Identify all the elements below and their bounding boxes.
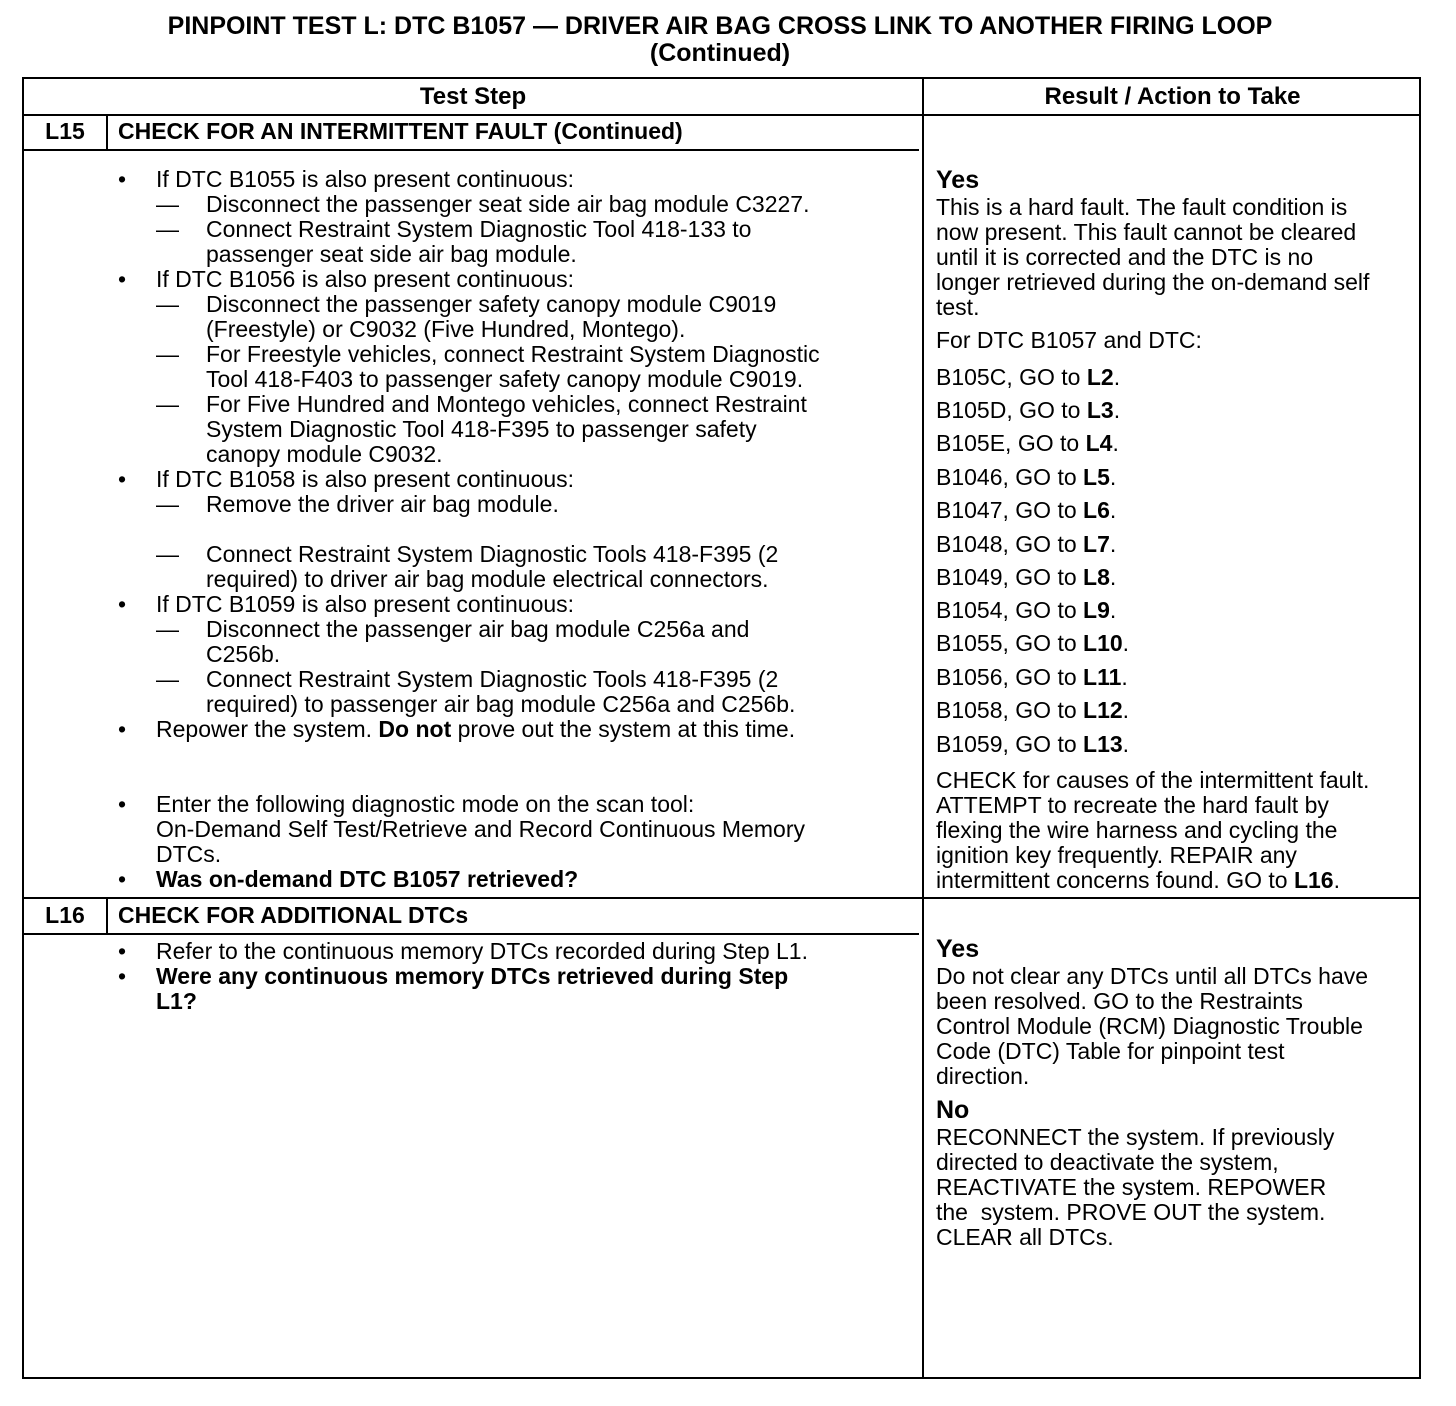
goto-step-link[interactable]: L11	[1083, 664, 1122, 690]
goto-code: B1047, GO to	[936, 497, 1084, 523]
dash: —	[156, 666, 179, 692]
instruction-line: For Freestyle vehicles, connect Restraint System Diagnostic	[206, 341, 820, 367]
step-title-l15: CHECK FOR AN INTERMITTENT FAULT (Continued)	[118, 118, 683, 144]
goto-row: B105C, GO to L2.	[936, 364, 1121, 390]
bullet: •	[118, 266, 127, 292]
title-line-1: PINPOINT TEST L: DTC B1057 — DRIVER AIR BAG CROSS LINK TO ANOTHER FIRING LOOP	[167, 12, 1273, 40]
instruction-line: Disconnect the passenger seat side air bag module C3227.	[206, 191, 810, 217]
goto-code: B1055, GO to	[936, 630, 1084, 656]
goto-row: B1055, GO to L10.	[936, 630, 1130, 656]
result-line: REACTIVATE the system. REPOWER	[936, 1174, 1327, 1200]
dash: —	[156, 291, 179, 317]
result-line: directed to deactivate the system,	[936, 1149, 1279, 1175]
bullet: •	[118, 591, 127, 617]
result-yes-heading: Yes	[936, 166, 980, 194]
step-number-l16: L16	[45, 902, 85, 928]
instruction-line: Connect Restraint System Diagnostic Tools 418-F395 (2	[206, 541, 779, 567]
instruction-line: canopy module C9032.	[206, 441, 443, 467]
step-title-l16: CHECK FOR ADDITIONAL DTCs	[118, 902, 469, 928]
repower-text-end: prove out the system at this time.	[451, 716, 796, 742]
instruction-line: If DTC B1055 is also present continuous:	[156, 166, 575, 192]
goto-row: B1056, GO to L11.	[936, 664, 1128, 690]
goto-code: B105E, GO to	[936, 430, 1086, 456]
goto-step-link[interactable]: L7	[1083, 531, 1110, 557]
result-no-heading: No	[936, 1096, 970, 1124]
instruction-line: Connect Restraint System Diagnostic Tool 418-133 to	[206, 216, 752, 242]
instruction-line: Disconnect the passenger safety canopy module C9019	[206, 291, 777, 317]
goto-step-link[interactable]: L6	[1083, 497, 1110, 523]
result-line: ignition key frequently. REPAIR any	[936, 842, 1297, 868]
goto-step-link[interactable]: L8	[1083, 564, 1110, 590]
bullet: •	[118, 716, 127, 742]
result-line: RECONNECT the system. If previously	[936, 1124, 1335, 1150]
bullet: •	[118, 166, 127, 192]
instruction-line: If DTC B1059 is also present continuous:	[156, 591, 575, 617]
goto-row: B1048, GO to L7.	[936, 531, 1117, 557]
instruction-line: required) to passenger air bag module C256a and C256b.	[206, 691, 796, 717]
dash: —	[156, 491, 179, 517]
goto-step-link[interactable]: L9	[1083, 597, 1110, 623]
column-divider	[922, 79, 924, 1377]
result-line: ATTEMPT to recreate the hard fault by	[936, 792, 1329, 818]
dash: —	[156, 616, 179, 642]
goto-step-link[interactable]: L10	[1083, 630, 1123, 656]
result-line: flexing the wire harness and cycling the	[936, 817, 1338, 843]
pinpoint-test-table	[22, 77, 1421, 1379]
goto-row: B105D, GO to L3.	[936, 397, 1121, 423]
step-l15-number-divider	[106, 114, 108, 151]
goto-code: B1048, GO to	[936, 531, 1084, 557]
bullet: •	[118, 866, 127, 892]
goto-code: B1049, GO to	[936, 564, 1084, 590]
instruction-line: If DTC B1056 is also present continuous:	[156, 266, 575, 292]
result-line: the system. PROVE OUT the system.	[936, 1199, 1326, 1225]
goto-row: B105E, GO to L4.	[936, 430, 1119, 456]
goto-step-link[interactable]: L2	[1086, 364, 1114, 390]
goto-step-link[interactable]: L12	[1083, 697, 1123, 723]
goto-row: B1059, GO to L13.	[936, 731, 1130, 757]
result-for-dtc: For DTC B1057 and DTC:	[936, 327, 1202, 353]
instruction-line: Enter the following diagnostic mode on the scan tool:	[156, 791, 695, 817]
goto-step-link[interactable]: L16	[1293, 867, 1334, 893]
goto-code: B1054, GO to	[936, 597, 1084, 623]
goto-code: B1058, GO to	[936, 697, 1084, 723]
dash: —	[156, 391, 179, 417]
dash: —	[156, 216, 179, 242]
step-l15-question: Was on-demand DTC B1057 retrieved?	[156, 866, 579, 892]
step-number-l15: L15	[45, 118, 85, 144]
result-yes-heading: Yes	[936, 935, 980, 963]
instruction-line: Refer to the continuous memory DTCs recorded during Step L1.	[156, 938, 808, 964]
goto-step-link[interactable]: L13	[1083, 731, 1123, 757]
result-line: CLEAR all DTCs.	[936, 1224, 1114, 1250]
goto-row: B1049, GO to L8.	[936, 564, 1117, 590]
instruction-line: C256b.	[206, 641, 281, 667]
goto-step-link[interactable]: L3	[1086, 397, 1114, 423]
result-line: Do not clear any DTCs until all DTCs have	[936, 963, 1369, 989]
instruction-line: Tool 418-F403 to passenger safety canopy module C9019.	[206, 366, 804, 392]
goto-step-link[interactable]: L5	[1083, 464, 1110, 490]
bullet: •	[118, 791, 127, 817]
step-l16-divider	[24, 897, 1419, 899]
goto-code: B105C, GO to	[936, 364, 1087, 390]
instruction-line: If DTC B1058 is also present continuous:	[156, 466, 575, 492]
instruction-line: required) to driver air bag module electrical connectors.	[206, 566, 769, 592]
goto-row: B1058, GO to L12.	[936, 697, 1130, 723]
instruction-line: Disconnect the passenger air bag module C256a and	[206, 616, 750, 642]
goto-row: B1047, GO to L6.	[936, 497, 1117, 523]
step-l16-title-rule	[24, 933, 919, 935]
result-line: been resolved. GO to the Restraints	[936, 988, 1303, 1014]
step-l16-number-divider	[106, 897, 108, 934]
instruction-line: Connect Restraint System Diagnostic Tools 418-F395 (2	[206, 666, 779, 692]
dash: —	[156, 541, 179, 567]
result-line: now present. This fault cannot be cleared	[936, 219, 1357, 245]
step-l16-question: Were any continuous memory DTCs retrieved during Step	[156, 963, 789, 989]
result-line: direction.	[936, 1063, 1030, 1089]
result-line: until it is corrected and the DTC is no	[936, 244, 1314, 270]
instruction-line: DTCs.	[156, 841, 222, 867]
goto-code: B1059, GO to	[936, 731, 1084, 757]
result-line: This is a hard fault. The fault condition is	[936, 194, 1348, 220]
goto-code: B1056, GO to	[936, 664, 1084, 690]
result-line: intermittent concerns found. GO to L16.	[936, 867, 1340, 893]
instruction-line: For Five Hundred and Montego vehicles, connect Restraint	[206, 391, 807, 417]
dash: —	[156, 341, 179, 367]
goto-row: B1046, GO to L5.	[936, 464, 1117, 490]
result-line: test.	[936, 294, 980, 320]
goto-row: B1054, GO to L9.	[936, 597, 1117, 623]
goto-code: B105D, GO to	[936, 397, 1087, 423]
instruction-line: System Diagnostic Tool 418-F395 to passenger safety	[206, 416, 757, 442]
instruction-line-repower	[156, 717, 795, 742]
bullet: •	[118, 938, 127, 964]
instruction-line: On-Demand Self Test/Retrieve and Record Continuous Memory	[156, 816, 805, 842]
instruction-line: Remove the driver air bag module.	[206, 491, 559, 517]
header-result-action: Result / Action to Take	[1044, 83, 1301, 110]
goto-code: B1046, GO to	[936, 464, 1084, 490]
result-line: Code (DTC) Table for pinpoint test	[936, 1038, 1285, 1064]
result-line: Control Module (RCM) Diagnostic Trouble	[936, 1013, 1363, 1039]
result-line: longer retrieved during the on-demand self	[936, 269, 1370, 295]
goto-step-link[interactable]: L4	[1085, 430, 1113, 456]
instruction-line: passenger seat side air bag module.	[206, 241, 577, 267]
dash: —	[156, 191, 179, 217]
repower-emphasis: Do not	[378, 716, 452, 742]
title-line-2: (Continued)	[649, 39, 791, 67]
bullet: •	[118, 466, 127, 492]
repower-text: Repower the system.	[156, 716, 379, 742]
bullet: •	[118, 963, 127, 989]
step-l16-question-cont: L1?	[156, 988, 197, 1014]
step-l15-title-rule	[24, 149, 919, 151]
instruction-line: (Freestyle) or C9032 (Five Hundred, Montego).	[206, 316, 686, 342]
header-test-step: Test Step	[419, 83, 527, 110]
result-line-text: intermittent concerns found. GO to	[936, 867, 1294, 893]
result-line: CHECK for causes of the intermittent fault.	[936, 767, 1370, 793]
